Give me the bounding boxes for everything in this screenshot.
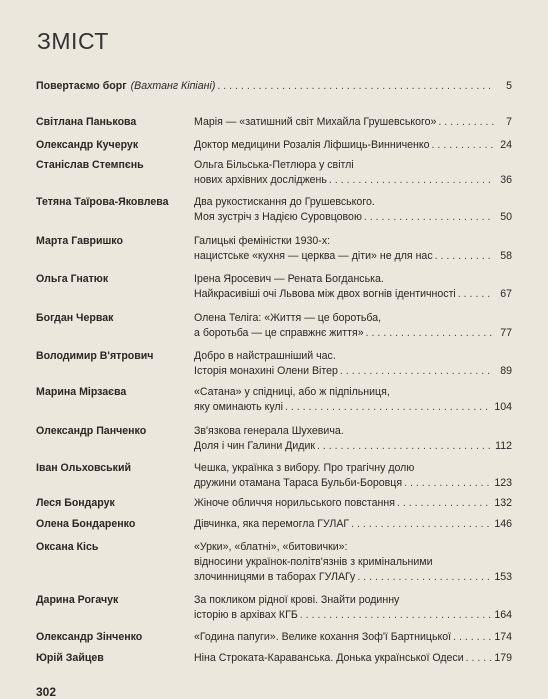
entry-title-line <box>194 139 512 154</box>
entry-author: Дарина Рогачук <box>36 594 119 606</box>
entry-title <box>194 541 512 586</box>
entry-author: Олександр Кучерук <box>36 139 139 151</box>
entry-title-line <box>194 288 512 303</box>
entry-author: Леся Бондарук <box>36 497 115 509</box>
entry-title-text: Доля і чин Галини Дидик <box>194 440 316 452</box>
entry-title-text: Добро в найстрашніший час. <box>194 350 336 362</box>
entry-title-text: Два рукостискання до Грушевського. <box>194 196 375 208</box>
entry-title-text: Чешка, українка з вибору. Про трагічну долю <box>194 462 415 474</box>
leader-dots <box>364 211 494 223</box>
leader-dots <box>217 80 494 92</box>
entry-title-text: Доктор медицини Розалія Ліфшиць-Винниченко <box>194 139 430 151</box>
leader-dots <box>300 609 493 621</box>
entry-title-text: Найкрасивіші очі Львова між двох вогнів ідентичності <box>194 288 456 300</box>
entry-title-text: злочинницями в таборах ГУЛАГу <box>194 571 356 583</box>
entry-title <box>194 386 512 416</box>
entry-title <box>194 594 512 624</box>
entry-title-line <box>194 556 512 571</box>
intro-label: Повертаємо борг <box>36 80 127 92</box>
entry-author: Тетяна Таїрова-Яковлева <box>36 196 169 208</box>
leader-dots <box>432 139 494 151</box>
entry-title <box>194 350 512 380</box>
entry-title-line <box>194 631 512 646</box>
leader-dots <box>285 401 492 413</box>
leader-dots <box>357 571 492 583</box>
entry-page: 179 <box>494 652 512 664</box>
entry-title <box>194 652 512 667</box>
entry-author: Марина Мірзаєва <box>36 386 127 398</box>
entry-title-line <box>194 196 512 211</box>
entry-author: Ольга Гнатюк <box>36 273 109 285</box>
entry-author: Олександр Зінченко <box>36 631 143 643</box>
leader-dots <box>458 288 494 300</box>
leader-dots <box>397 497 492 509</box>
entry-title <box>194 196 512 226</box>
leader-dots <box>404 477 492 489</box>
entry-page: 174 <box>494 631 512 643</box>
entry-title-text: Історія монахині Олени Вітер <box>194 365 338 377</box>
entry-title-line <box>194 425 512 440</box>
entry-title-line <box>194 652 512 667</box>
entry-author: Богдан Червак <box>36 312 114 324</box>
entry-title <box>194 497 512 512</box>
entry-page: 24 <box>500 139 512 151</box>
leader-dots <box>438 116 494 128</box>
entry-title-text: Дівчинка, яка перемогла ГУЛАГ <box>194 518 350 530</box>
entry-title <box>194 518 512 533</box>
entry-title-line <box>194 594 512 609</box>
entry-title-line <box>194 159 512 174</box>
entry-title-text: відносини українок-політв'язнів з кримінальними <box>194 556 433 568</box>
entry-title-line <box>194 327 512 342</box>
page-number: 302 <box>36 685 57 699</box>
intro-entry <box>36 80 512 92</box>
leader-dots <box>435 250 494 262</box>
entry-title-line <box>194 312 512 327</box>
entry-title <box>194 235 512 265</box>
entry-title-text: Ніна Строката-Караванська. Донька української Одеси <box>194 652 464 664</box>
entry-title-line <box>194 235 512 250</box>
entry-title-text: «Сатана» у спідниці, або ж підпільниця, <box>194 386 390 398</box>
entry-title-text: Зв'язкова генерала Шухевича. <box>194 425 344 437</box>
entry-title <box>194 273 512 303</box>
entry-page: 104 <box>494 401 512 413</box>
leader-dots <box>351 518 492 530</box>
entry-title-text: Олена Теліга: «Життя — це боротьба, <box>194 312 382 324</box>
entry-page: 89 <box>500 365 512 377</box>
entry-title <box>194 462 512 492</box>
entry-title-text: Моя зустріч з Надією Суровцовою <box>194 211 362 223</box>
entry-page: 123 <box>494 477 512 489</box>
intro-author: (Вахтанг Кіпіані) <box>130 80 216 92</box>
entry-title-text: Галицькі феміністки 1930-х: <box>194 235 331 247</box>
entry-page: 58 <box>500 250 512 262</box>
leader-dots <box>329 174 494 186</box>
entry-title-text: «Година папуги». Велике кохання Зоф'ї Бартницької <box>194 631 452 643</box>
entry-title <box>194 631 512 646</box>
entry-title-line <box>194 273 512 288</box>
entry-author: Олександр Панченко <box>36 425 147 437</box>
entry-title-line <box>194 211 512 226</box>
entry-title-line <box>194 571 512 586</box>
entry-title <box>194 425 512 455</box>
entry-title-text: Жіноче обличчя норильського повстання <box>194 497 395 509</box>
entry-title-text: Марія — «затишний світ Михайла Грушевського» <box>194 116 437 128</box>
leader-dots <box>340 365 494 377</box>
entry-author: Іван Ольховський <box>36 462 131 474</box>
entry-page: 164 <box>494 609 512 621</box>
entry-title-text: Ольга Більська-Петлюра у світлі <box>194 159 354 171</box>
entry-author: Марта Гавришко <box>36 235 123 247</box>
entry-title-line <box>194 477 512 492</box>
entry-title-line <box>194 365 512 380</box>
entry-page: 132 <box>494 497 512 509</box>
leader-dots <box>366 327 494 339</box>
entry-title <box>194 139 512 154</box>
entry-title-line <box>194 386 512 401</box>
entry-title-text: За покликом рідної крові. Знайти родинну <box>194 594 400 606</box>
leader-dots <box>466 652 493 664</box>
entry-title-text: а боротьба — це справжнє життя» <box>194 327 364 339</box>
leader-dots <box>317 440 493 452</box>
entry-title <box>194 312 512 342</box>
entry-page: 153 <box>494 571 512 583</box>
entry-title-text: Ірена Яросевич — Рената Богданська. <box>194 273 384 285</box>
entry-title-text: історію в архівах КГБ <box>194 609 298 621</box>
entry-title-text: «Урки», «блатні», «битовички»: <box>194 541 348 553</box>
entry-author: Оксана Кісь <box>36 541 99 553</box>
entry-title-line <box>194 440 512 455</box>
entry-page: 146 <box>494 518 512 530</box>
entry-title-line <box>194 609 512 624</box>
entry-page: 50 <box>500 211 512 223</box>
entry-author: Світлана Панькова <box>36 116 137 128</box>
entry-title-line <box>194 541 512 556</box>
entry-title-line <box>194 250 512 265</box>
entry-title-line <box>194 401 512 416</box>
entry-title-text: нових архівних досліджень <box>194 174 327 186</box>
entry-title-line <box>194 462 512 477</box>
entry-title-line <box>194 518 512 533</box>
entry-title-text: нацистське «кухня — церква — діти» не для нас <box>194 250 433 262</box>
intro-page: 5 <box>506 80 512 92</box>
entry-title-line <box>194 116 512 131</box>
entry-page: 67 <box>500 288 512 300</box>
entry-author: Олена Бондаренко <box>36 518 136 530</box>
entry-title-line <box>194 174 512 189</box>
entry-author: Володимир В'ятрович <box>36 350 154 362</box>
entry-title <box>194 116 512 131</box>
entry-page: 36 <box>500 174 512 186</box>
entry-title <box>194 159 512 189</box>
entry-page: 7 <box>506 116 512 128</box>
entry-title-text: дружини отамана Тараса Бульби-Боровця <box>194 477 403 489</box>
entry-author: Юрій Зайцев <box>36 652 104 664</box>
entry-page: 77 <box>500 327 512 339</box>
entry-title-text: яку оминають кулі <box>194 401 283 413</box>
leader-dots <box>453 631 492 643</box>
entry-title-line <box>194 350 512 365</box>
entry-title-line <box>194 497 512 512</box>
entry-page: 112 <box>495 440 512 452</box>
entry-author: Станіслав Стемпєнь <box>36 159 144 171</box>
page-title: ЗМІСТ <box>37 28 109 54</box>
